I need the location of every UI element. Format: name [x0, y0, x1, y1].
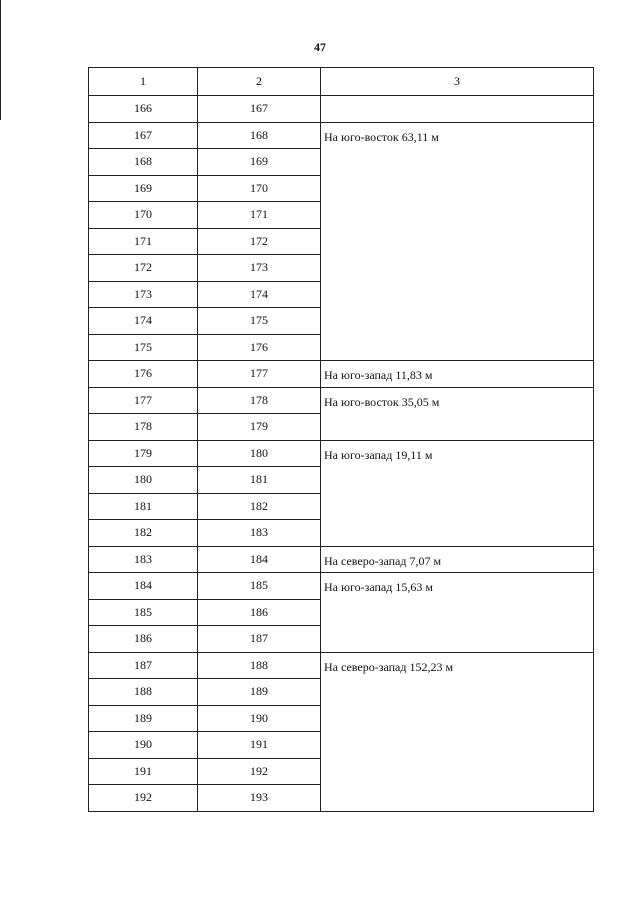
point-to-cell: 175 — [198, 308, 321, 335]
table-row — [89, 546, 594, 573]
point-to-cell: 168 — [198, 122, 321, 149]
point-to-cell: 186 — [198, 599, 321, 626]
boundary-table — [88, 67, 594, 812]
point-from-cell: 176 — [89, 361, 198, 388]
table-row — [89, 440, 594, 467]
point-to-cell: 171 — [198, 202, 321, 229]
point-to-cell: 181 — [198, 467, 321, 494]
point-from-cell: 182 — [89, 520, 198, 547]
point-from-cell: 189 — [89, 705, 198, 732]
table-row — [89, 361, 594, 388]
point-to-cell: 172 — [198, 228, 321, 255]
point-from-cell: 168 — [89, 149, 198, 176]
table-body — [89, 96, 594, 812]
table-row — [89, 652, 594, 679]
point-to-cell: 191 — [198, 732, 321, 759]
point-from-cell: 186 — [89, 626, 198, 653]
table-row — [89, 387, 594, 414]
point-from-cell: 170 — [89, 202, 198, 229]
point-to-cell: 188 — [198, 652, 321, 679]
point-from-cell: 191 — [89, 758, 198, 785]
point-to-cell: 167 — [198, 96, 321, 123]
point-from-cell: 181 — [89, 493, 198, 520]
direction-distance-cell: На юго-запад 11,83 м — [321, 361, 594, 388]
direction-distance-cell: На юго-запад 19,11 м — [321, 440, 594, 546]
point-from-cell: 183 — [89, 546, 198, 573]
point-from-cell: 187 — [89, 652, 198, 679]
point-from-cell: 172 — [89, 255, 198, 282]
direction-distance-cell: На юго-запад 15,63 м — [321, 573, 594, 653]
point-to-cell: 169 — [198, 149, 321, 176]
point-to-cell: 183 — [198, 520, 321, 547]
point-from-cell: 171 — [89, 228, 198, 255]
direction-distance-cell: На северо-запад 7,07 м — [321, 546, 594, 573]
point-from-cell: 180 — [89, 467, 198, 494]
point-from-cell: 185 — [89, 599, 198, 626]
point-to-cell: 176 — [198, 334, 321, 361]
point-from-cell: 192 — [89, 785, 198, 812]
scan-edge-line — [0, 0, 1, 120]
point-from-cell: 175 — [89, 334, 198, 361]
point-from-cell: 188 — [89, 679, 198, 706]
point-to-cell: 187 — [198, 626, 321, 653]
point-to-cell: 192 — [198, 758, 321, 785]
header-row — [89, 68, 594, 96]
column-header-2: 2 — [198, 68, 321, 96]
point-to-cell: 170 — [198, 175, 321, 202]
point-from-cell: 184 — [89, 573, 198, 600]
point-to-cell: 182 — [198, 493, 321, 520]
point-to-cell: 185 — [198, 573, 321, 600]
point-from-cell: 177 — [89, 387, 198, 414]
point-to-cell: 189 — [198, 679, 321, 706]
table-row — [89, 573, 594, 600]
point-from-cell: 190 — [89, 732, 198, 759]
point-to-cell: 193 — [198, 785, 321, 812]
point-from-cell: 167 — [89, 122, 198, 149]
point-from-cell: 166 — [89, 96, 198, 123]
point-from-cell: 178 — [89, 414, 198, 441]
point-to-cell: 173 — [198, 255, 321, 282]
point-from-cell: 169 — [89, 175, 198, 202]
column-header-1: 1 — [89, 68, 198, 96]
point-from-cell: 179 — [89, 440, 198, 467]
point-to-cell: 174 — [198, 281, 321, 308]
direction-distance-cell: На юго-восток 35,05 м — [321, 387, 594, 440]
point-to-cell: 190 — [198, 705, 321, 732]
page-number: 47 — [314, 40, 326, 54]
point-to-cell: 179 — [198, 414, 321, 441]
direction-distance-cell: На северо-запад 152,23 м — [321, 652, 594, 811]
table-row — [89, 122, 594, 149]
point-to-cell: 180 — [198, 440, 321, 467]
point-to-cell: 184 — [198, 546, 321, 573]
column-header-3: 3 — [321, 68, 594, 96]
point-from-cell: 173 — [89, 281, 198, 308]
direction-distance-cell: На юго-восток 63,11 м — [321, 122, 594, 361]
point-to-cell: 178 — [198, 387, 321, 414]
point-to-cell: 177 — [198, 361, 321, 388]
table-row — [89, 96, 594, 123]
direction-distance-cell — [321, 96, 594, 123]
point-from-cell: 174 — [89, 308, 198, 335]
